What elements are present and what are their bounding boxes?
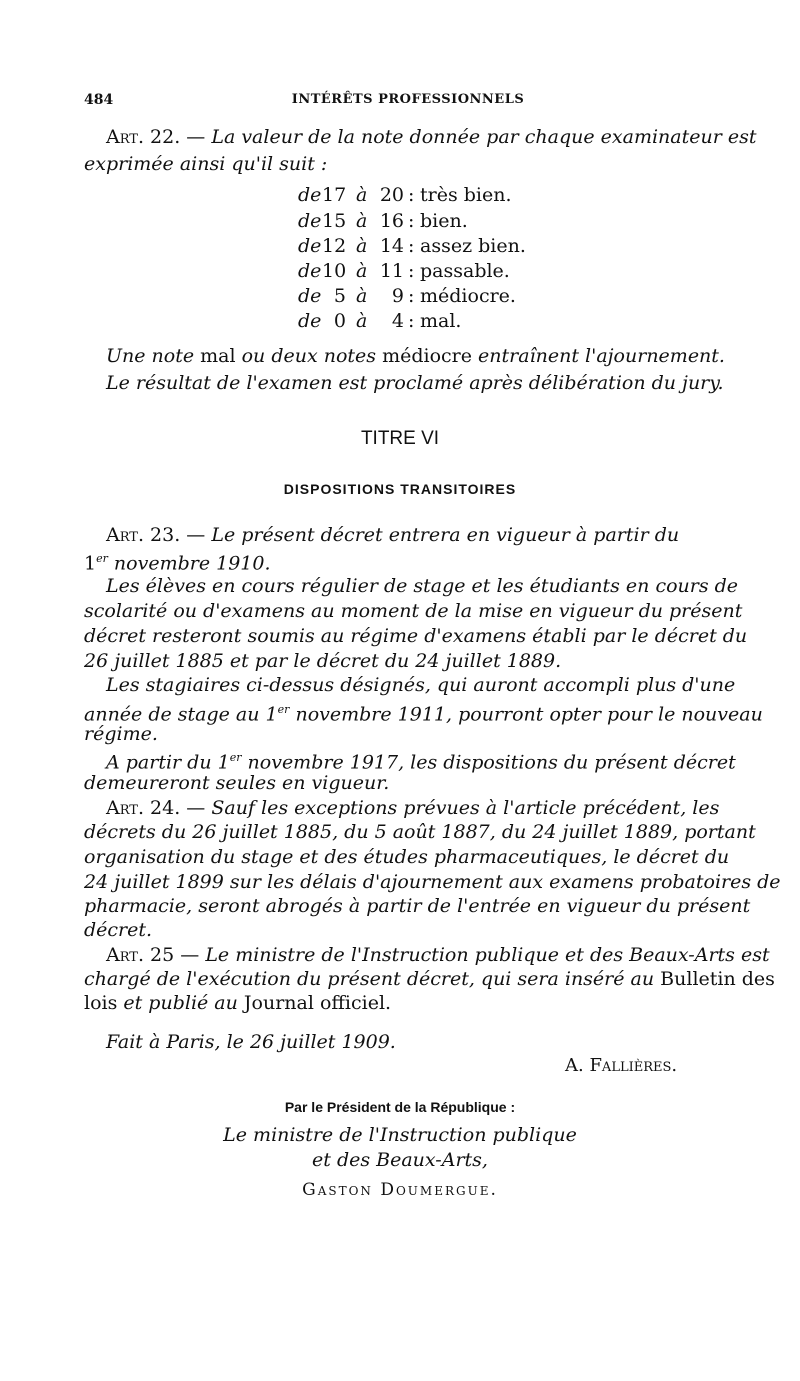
art23-p4-sup: er: [229, 751, 242, 764]
grade-colon: :: [408, 235, 415, 257]
art24-text: Sauf les exceptions prévues à l'article précédent, les: [211, 797, 720, 819]
grade-to: 11: [379, 260, 404, 282]
note-rule-text: ou deux notes: [241, 345, 377, 367]
art23-p3-line: Les stagiaires ci-dessus désignés, qui auront accompli plus d'une: [106, 674, 736, 696]
art23-p2-line: 26 juillet 1885 et par le décret du 24 juillet 1889.: [84, 650, 562, 672]
note-rule-grade: mal: [200, 345, 236, 367]
grade-de: de: [298, 184, 322, 206]
grade-colon: :: [408, 260, 415, 282]
running-head: INTÉRÊTS PROFESSIONNELS: [291, 92, 525, 107]
grade-a: à: [356, 285, 368, 307]
art25-bulletin: Bulletin des: [660, 968, 775, 990]
art23-p4-line: demeureront seules en vigueur.: [84, 772, 390, 794]
grade-a: à: [356, 310, 368, 332]
art25-text: et publié au: [123, 992, 238, 1014]
grade-label: bien.: [420, 210, 468, 232]
grade-colon: :: [408, 210, 415, 232]
art23-line-2: [84, 547, 732, 575]
grade-label: passable.: [420, 260, 510, 282]
minister-line-2: et des Beaux-Arts,: [312, 1149, 488, 1171]
grade-de: de: [298, 260, 322, 282]
art23-line-1: [84, 523, 732, 547]
art22-line-1: [84, 125, 757, 149]
place-date: Fait à Paris, le 26 juillet 1909.: [106, 1031, 396, 1053]
signatory: A. Fallières.: [565, 1055, 678, 1076]
grade-colon: :: [408, 310, 415, 332]
art25-line-2: [84, 967, 775, 991]
art24-line: décret.: [84, 919, 153, 941]
art25-line-3: [84, 991, 732, 1015]
grade-from: 10: [322, 260, 347, 282]
art25-lois: lois: [84, 992, 118, 1014]
grade-de: de: [298, 310, 322, 332]
grade-from: 0: [333, 310, 346, 332]
grade-de: de: [298, 285, 322, 307]
art24-dash: —: [186, 797, 206, 819]
grade-from: 15: [322, 210, 347, 232]
art23-p3-text: année de stage au 1: [84, 703, 278, 726]
art23-p2-line: scolarité ou d'examens au moment de la mise en vigueur du présent: [84, 600, 743, 622]
grade-from: 17: [322, 184, 347, 206]
art23-p3-text: novembre 1911, pourront opter pour le nouveau: [295, 703, 763, 726]
art23-date-rest: novembre 1910.: [113, 552, 271, 575]
page-number: 484: [84, 92, 114, 108]
art24-line-1: [84, 796, 732, 820]
art25-journal: Journal officiel.: [243, 992, 392, 1014]
art25-text: chargé de l'exécution du présent décret, qui sera inséré au: [84, 968, 655, 990]
grade-a: à: [356, 260, 368, 282]
art23-p2-line: Les élèves en cours régulier de stage et les étudiants en cours de: [106, 575, 739, 597]
art22-label: Art. 22.: [106, 126, 181, 148]
page-header: [84, 92, 732, 112]
grade-de: de: [298, 235, 322, 257]
art25-dash: —: [180, 944, 200, 966]
grade-to: 14: [379, 235, 404, 257]
art25-label: Art. 25: [106, 944, 175, 966]
art25-text: Le ministre de l'Instruction publique et des Beaux-Arts est: [205, 944, 770, 966]
grade-from: 12: [322, 235, 347, 257]
by-president: Par le Président de la République :: [284, 1099, 516, 1115]
art23-date-sup: er: [96, 552, 108, 565]
note-rule-text: Une note: [106, 345, 195, 367]
art23-p3-line: régime.: [84, 723, 158, 745]
grade-to: 20: [379, 184, 404, 206]
art24-label: Art. 24.: [106, 797, 181, 819]
section-title: TITRE VI: [360, 428, 440, 449]
grade-label: médiocre.: [420, 285, 516, 307]
grade-label: mal.: [420, 310, 462, 332]
section-subtitle: DISPOSITIONS TRANSITOIRES: [283, 481, 517, 497]
note-rule-line-2: Le résultat de l'examen est proclamé après délibération du jury.: [106, 372, 724, 394]
grade-colon: :: [408, 184, 415, 206]
art23-date-num: 1: [84, 552, 97, 575]
art23-p2-line: décret resteront soumis au régime d'examens établi par le décret du: [84, 625, 748, 647]
grade-a: à: [356, 184, 368, 206]
art25-line-1: [84, 943, 770, 967]
grade-de: de: [298, 210, 322, 232]
art24-line: organisation du stage et des études pharmaceutiques, le décret du: [84, 846, 730, 868]
art22-text: La valeur de la note donnée par chaque examinateur est: [211, 126, 757, 148]
minister-name: Gaston Doumergue.: [302, 1180, 498, 1200]
minister-line-1: Le ministre de l'Instruction publique: [223, 1124, 577, 1146]
note-rule-text: entraînent l'ajournement.: [478, 345, 725, 367]
grade-to: 16: [379, 210, 404, 232]
art24-line: décrets du 26 juillet 1885, du 5 août 1887, du 24 juillet 1889, portant: [84, 821, 756, 843]
grade-a: à: [356, 210, 368, 232]
note-rule-line-1: [84, 344, 732, 368]
grade-to: 4: [391, 310, 404, 332]
grade-label: très bien.: [420, 184, 512, 206]
grade-from: 5: [333, 285, 346, 307]
art23-label: Art. 23.: [106, 524, 181, 546]
grade-colon: :: [408, 285, 415, 307]
grade-a: à: [356, 235, 368, 257]
art22-line-2: exprimée ainsi qu'il suit :: [84, 153, 328, 175]
art23-p4-text: novembre 1917, les dispositions du présent décret: [247, 751, 736, 774]
art24-line: 24 juillet 1899 sur les délais d'ajournement aux examens probatoires de: [84, 871, 781, 893]
art22-dash: —: [186, 126, 206, 148]
art23-text: Le présent décret entrera en vigueur à partir du: [211, 524, 680, 546]
grade-label: assez bien.: [420, 235, 526, 257]
note-rule-grade: médiocre: [382, 345, 472, 367]
art23-p4-text: A partir du 1: [106, 751, 230, 774]
art24-line: pharmacie, seront abrogés à partir de l'entrée en vigueur du présent: [84, 895, 751, 917]
art23-p3-sup: er: [277, 703, 290, 716]
art23-dash: —: [186, 524, 206, 546]
grade-to: 9: [391, 285, 404, 307]
